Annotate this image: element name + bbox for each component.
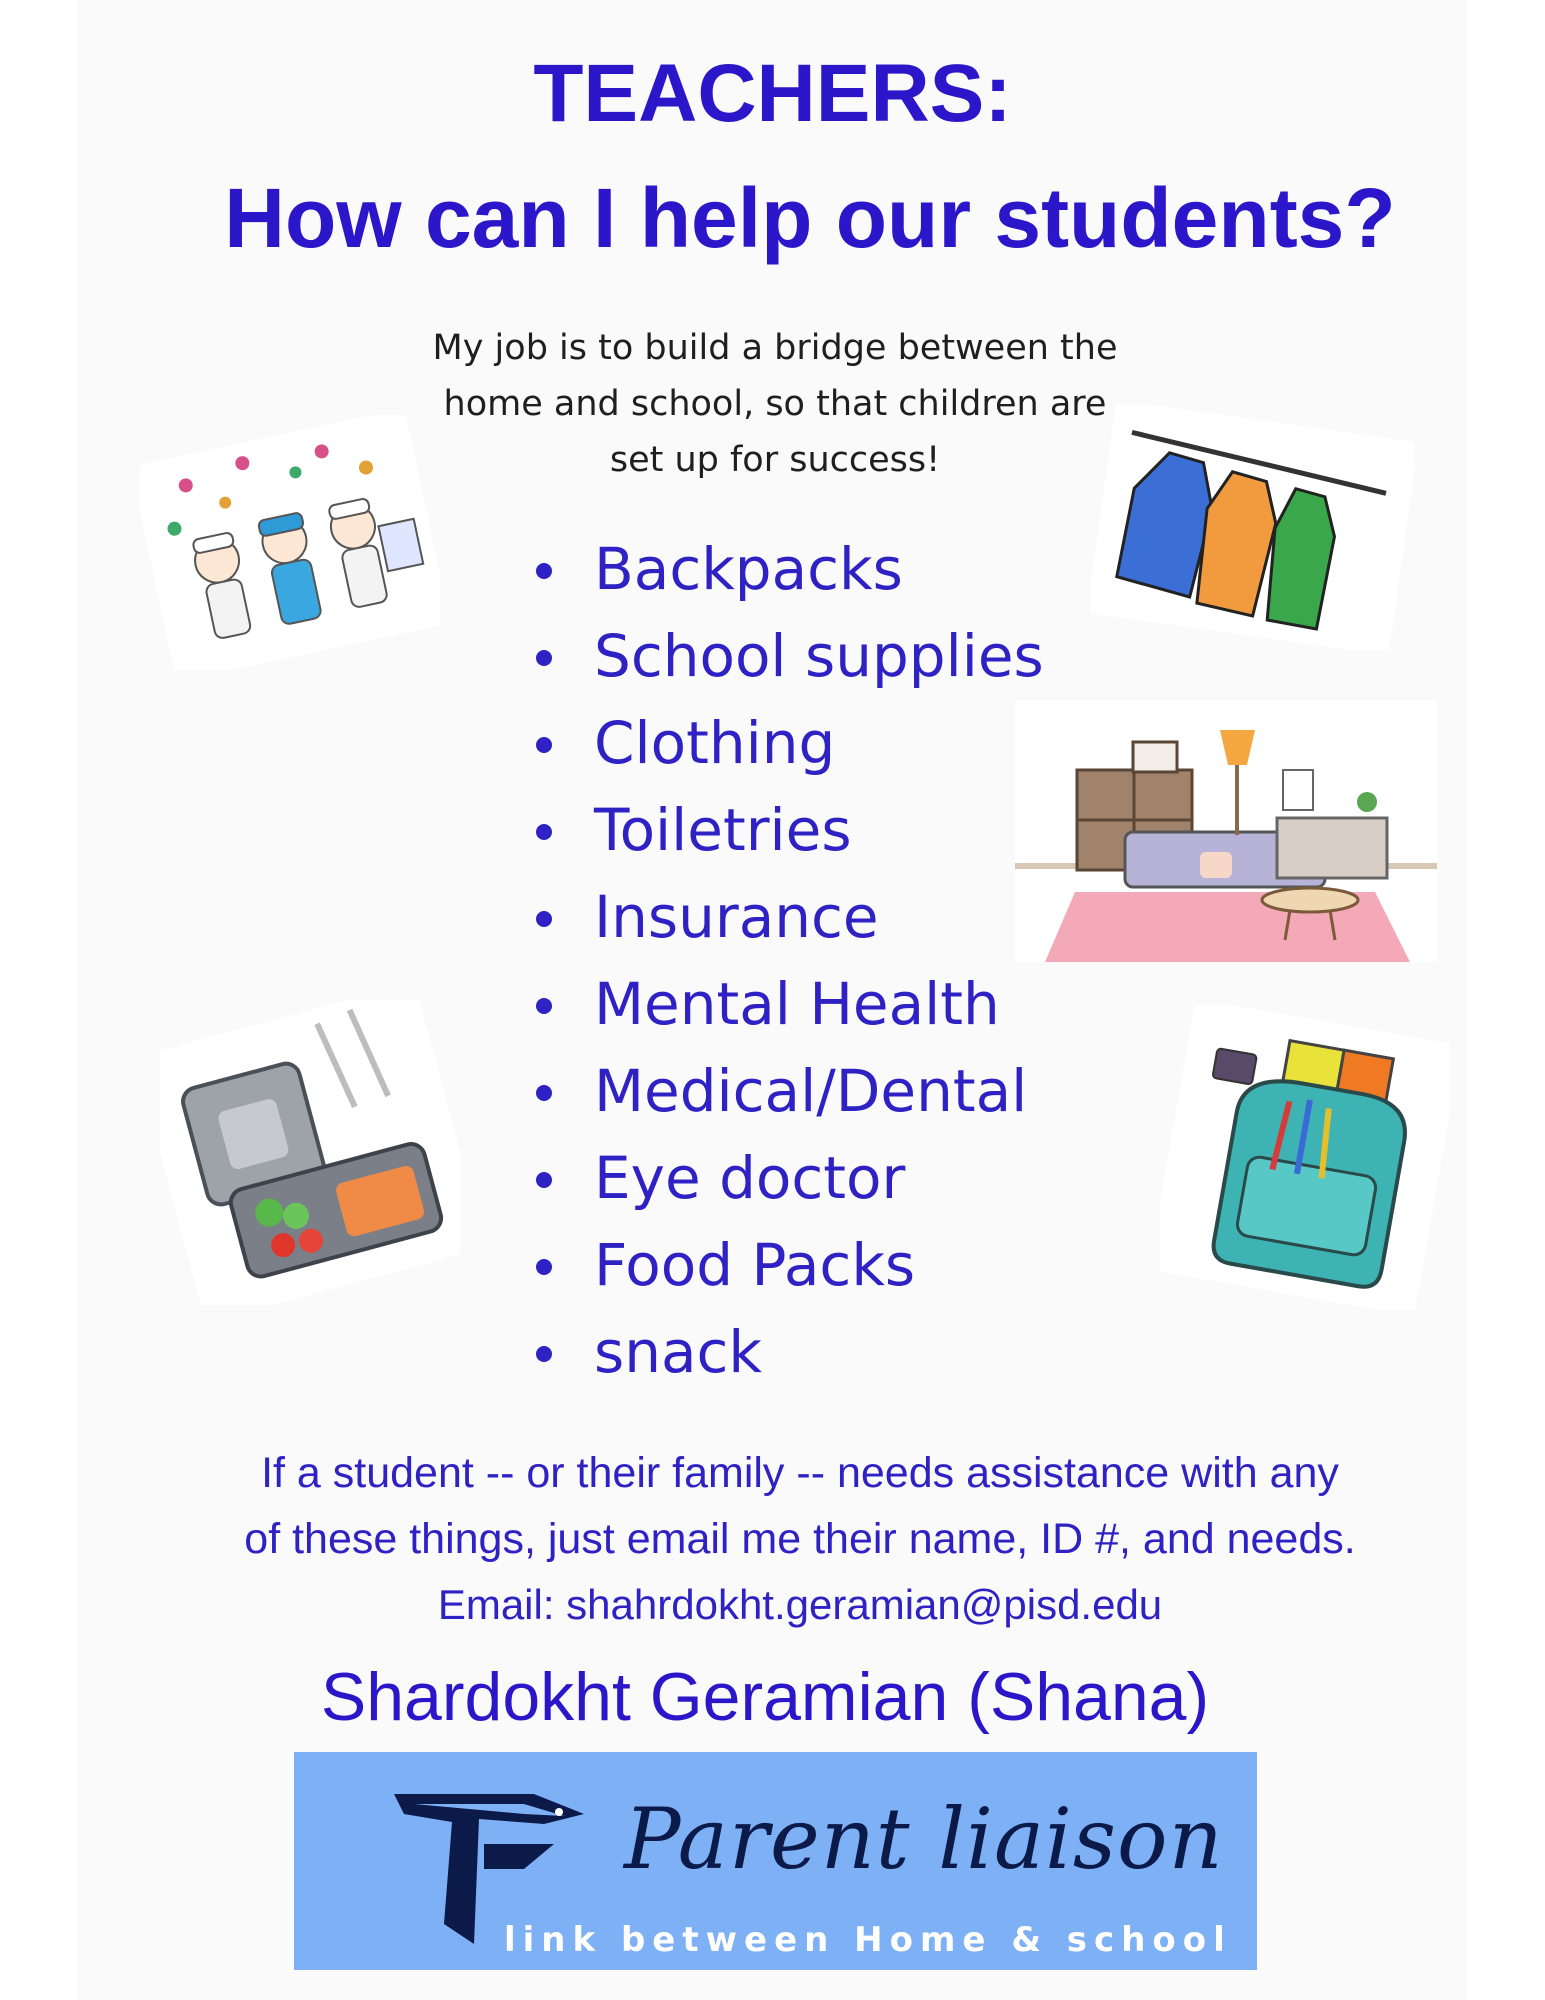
list-item: Insurance xyxy=(530,874,1044,961)
assistance-line: of these things, just email me their name, ID #, and needs. xyxy=(244,1515,1356,1563)
banner-subtitle: link between Home & school xyxy=(504,1920,1232,1960)
living-room-furniture-illustration xyxy=(1015,700,1437,962)
list-item: snack xyxy=(530,1309,1044,1396)
banner-title: Parent liaison xyxy=(624,1790,1224,1888)
needs-list xyxy=(530,526,1044,1396)
lunchbox-illustration xyxy=(160,1000,460,1305)
assistance-line: If a student -- or their family -- needs assistance with any xyxy=(261,1449,1339,1497)
list-item: School supplies xyxy=(530,613,1044,700)
clothes-rack-illustration xyxy=(1090,405,1415,650)
backpack-supplies-illustration xyxy=(1160,1005,1450,1310)
list-item: Clothing xyxy=(530,700,1044,787)
list-item: Backpacks xyxy=(530,526,1044,613)
doctors-nurses-illustration xyxy=(140,415,440,670)
intro-line: home and school, so that children are xyxy=(443,384,1107,424)
intro-text xyxy=(380,320,1170,488)
parent-liaison-banner xyxy=(294,1752,1257,1970)
assistance-text xyxy=(180,1440,1420,1572)
page-title-line1: TEACHERS: xyxy=(533,48,1012,139)
email-contact[interactable]: Email: shahrdokht.geramian@pisd.edu xyxy=(437,1581,1163,1628)
list-item: Toiletries xyxy=(530,787,1044,874)
list-item: Food Packs xyxy=(530,1222,1044,1309)
intro-line: My job is to build a bridge between the xyxy=(432,328,1118,368)
contact-name: Shardokht Geramian (Shana) xyxy=(320,1659,1210,1735)
list-item: Eye doctor xyxy=(530,1135,1044,1222)
list-item: Mental Health xyxy=(530,961,1044,1048)
intro-line: set up for success! xyxy=(609,440,941,480)
page-title-line2: How can I help our students? xyxy=(224,171,1396,265)
list-item: Medical/Dental xyxy=(530,1048,1044,1135)
